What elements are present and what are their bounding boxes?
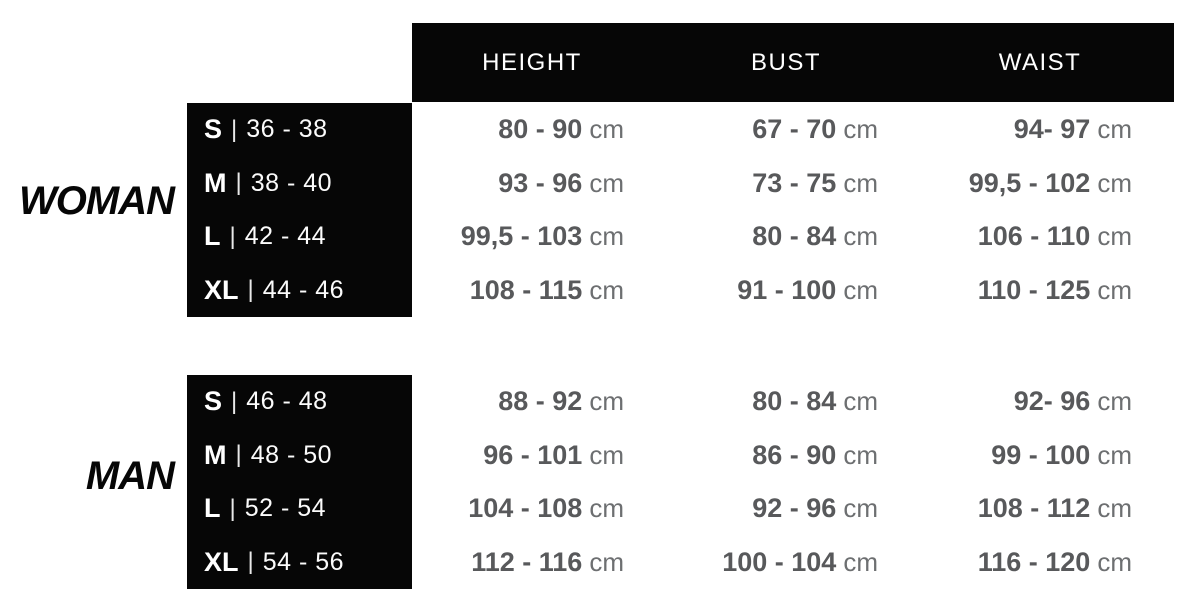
size-row xyxy=(204,375,412,429)
measurement-unit: cm xyxy=(589,221,624,252)
measurement-unit: cm xyxy=(1097,386,1132,417)
size-code: L xyxy=(204,221,221,252)
measurement-cell xyxy=(920,157,1174,211)
measurement-unit: cm xyxy=(1097,439,1132,470)
size-code: S xyxy=(204,386,223,417)
measurement-cell xyxy=(920,429,1174,483)
measurements-man xyxy=(412,375,1174,589)
size-separator: | xyxy=(247,548,254,576)
measurement-unit: cm xyxy=(589,386,624,417)
measurement-unit: cm xyxy=(843,274,878,305)
measurement-header xyxy=(412,23,1174,102)
size-code: XL xyxy=(204,274,239,305)
size-row xyxy=(204,429,412,483)
measurement-unit: cm xyxy=(843,386,878,417)
measurement-unit: cm xyxy=(589,439,624,470)
measurement-value: 88 - 92 xyxy=(498,386,583,417)
size-code: L xyxy=(204,493,221,524)
size-range: 38 - 40 xyxy=(250,168,333,197)
measurement-value: 80 - 84 xyxy=(752,386,837,417)
measurement-cell xyxy=(920,482,1174,536)
measurement-value: 96 - 101 xyxy=(483,439,583,470)
measurement-value: 112 - 116 xyxy=(471,546,583,577)
measurement-cell xyxy=(412,536,666,590)
size-row xyxy=(204,157,412,211)
measurement-value: 99,5 - 102 xyxy=(968,167,1091,198)
size-row xyxy=(204,536,412,590)
section-label-woman: WOMAN xyxy=(19,179,174,223)
measurement-unit: cm xyxy=(1097,114,1132,145)
size-separator: | xyxy=(231,387,238,415)
measurement-cell xyxy=(412,157,666,211)
measurement-value: 92- 96 xyxy=(1013,386,1091,417)
measurement-value: 91 - 100 xyxy=(737,274,837,305)
size-list-woman xyxy=(187,103,412,317)
measurement-cell xyxy=(412,482,666,536)
measurement-unit: cm xyxy=(843,546,878,577)
measurement-cell xyxy=(666,264,920,318)
size-separator: | xyxy=(247,276,254,304)
header-waist: WAIST xyxy=(998,48,1082,76)
measurement-unit: cm xyxy=(1097,167,1132,198)
size-code: XL xyxy=(204,546,239,577)
measurement-unit: cm xyxy=(1097,274,1132,305)
size-row xyxy=(204,210,412,264)
size-range: 36 - 38 xyxy=(246,115,328,144)
measurement-cell xyxy=(666,157,920,211)
measurement-value: 108 - 112 xyxy=(977,493,1091,524)
measurement-cell xyxy=(666,210,920,264)
measurement-value: 99,5 - 103 xyxy=(460,221,583,252)
size-range: 48 - 50 xyxy=(250,440,333,469)
measurement-value: 86 - 90 xyxy=(752,439,837,470)
size-code: M xyxy=(204,167,227,198)
measurement-cell xyxy=(666,103,920,157)
measurement-cell xyxy=(920,210,1174,264)
measurement-unit: cm xyxy=(589,274,624,305)
measurement-cell xyxy=(666,536,920,590)
size-range: 42 - 44 xyxy=(244,222,327,251)
measurement-unit: cm xyxy=(843,493,878,524)
measurement-unit: cm xyxy=(589,167,624,198)
measurement-unit: cm xyxy=(1097,546,1132,577)
size-row xyxy=(204,482,412,536)
measurement-cell xyxy=(666,429,920,483)
measurement-value: 106 - 110 xyxy=(977,221,1091,252)
measurement-value: 94- 97 xyxy=(1013,114,1091,145)
size-separator: | xyxy=(235,441,242,469)
size-row xyxy=(204,264,412,318)
measurement-value: 110 - 125 xyxy=(977,274,1091,305)
measurement-unit: cm xyxy=(589,493,624,524)
measurement-cell xyxy=(920,375,1174,429)
measurement-unit: cm xyxy=(843,114,878,145)
size-range: 44 - 46 xyxy=(262,275,345,304)
measurement-value: 80 - 90 xyxy=(498,114,583,145)
measurement-cell xyxy=(666,375,920,429)
measurement-value: 93 - 96 xyxy=(498,167,583,198)
measurement-unit: cm xyxy=(843,439,878,470)
measurement-value: 67 - 70 xyxy=(752,114,837,145)
header-height: HEIGHT xyxy=(482,48,582,76)
measurement-value: 73 - 75 xyxy=(752,167,837,198)
measurement-value: 99 - 100 xyxy=(991,439,1091,470)
size-list-man xyxy=(187,375,412,589)
measurement-value: 108 - 115 xyxy=(469,274,583,305)
measurement-cell xyxy=(920,103,1174,157)
size-separator: | xyxy=(235,169,242,197)
measurement-value: 104 - 108 xyxy=(468,493,583,524)
measurement-cell xyxy=(666,482,920,536)
measurement-unit: cm xyxy=(843,167,878,198)
measurement-cell xyxy=(412,375,666,429)
measurement-cell xyxy=(412,103,666,157)
measurement-value: 80 - 84 xyxy=(752,221,837,252)
measurement-cell xyxy=(920,264,1174,318)
measurement-cell xyxy=(412,210,666,264)
size-range: 52 - 54 xyxy=(244,494,327,523)
size-code: S xyxy=(204,114,223,145)
measurement-cell xyxy=(412,429,666,483)
header-bust: BUST xyxy=(750,48,821,76)
size-row xyxy=(204,103,412,157)
measurement-unit: cm xyxy=(1097,493,1132,524)
size-separator: | xyxy=(231,115,238,143)
measurement-cell xyxy=(920,536,1174,590)
measurement-unit: cm xyxy=(589,546,624,577)
measurement-value: 92 - 96 xyxy=(752,493,837,524)
measurement-unit: cm xyxy=(843,221,878,252)
size-range: 46 - 48 xyxy=(246,387,328,416)
measurements-woman xyxy=(412,103,1174,317)
measurement-cell xyxy=(412,264,666,318)
measurement-value: 116 - 120 xyxy=(977,546,1091,577)
size-separator: | xyxy=(229,494,236,522)
size-range: 54 - 56 xyxy=(262,547,345,576)
measurement-unit: cm xyxy=(589,114,624,145)
size-separator: | xyxy=(229,222,236,250)
section-label-man: MAN xyxy=(85,454,174,498)
size-code: M xyxy=(204,439,227,470)
measurement-value: 100 - 104 xyxy=(722,546,837,577)
measurement-unit: cm xyxy=(1097,221,1132,252)
